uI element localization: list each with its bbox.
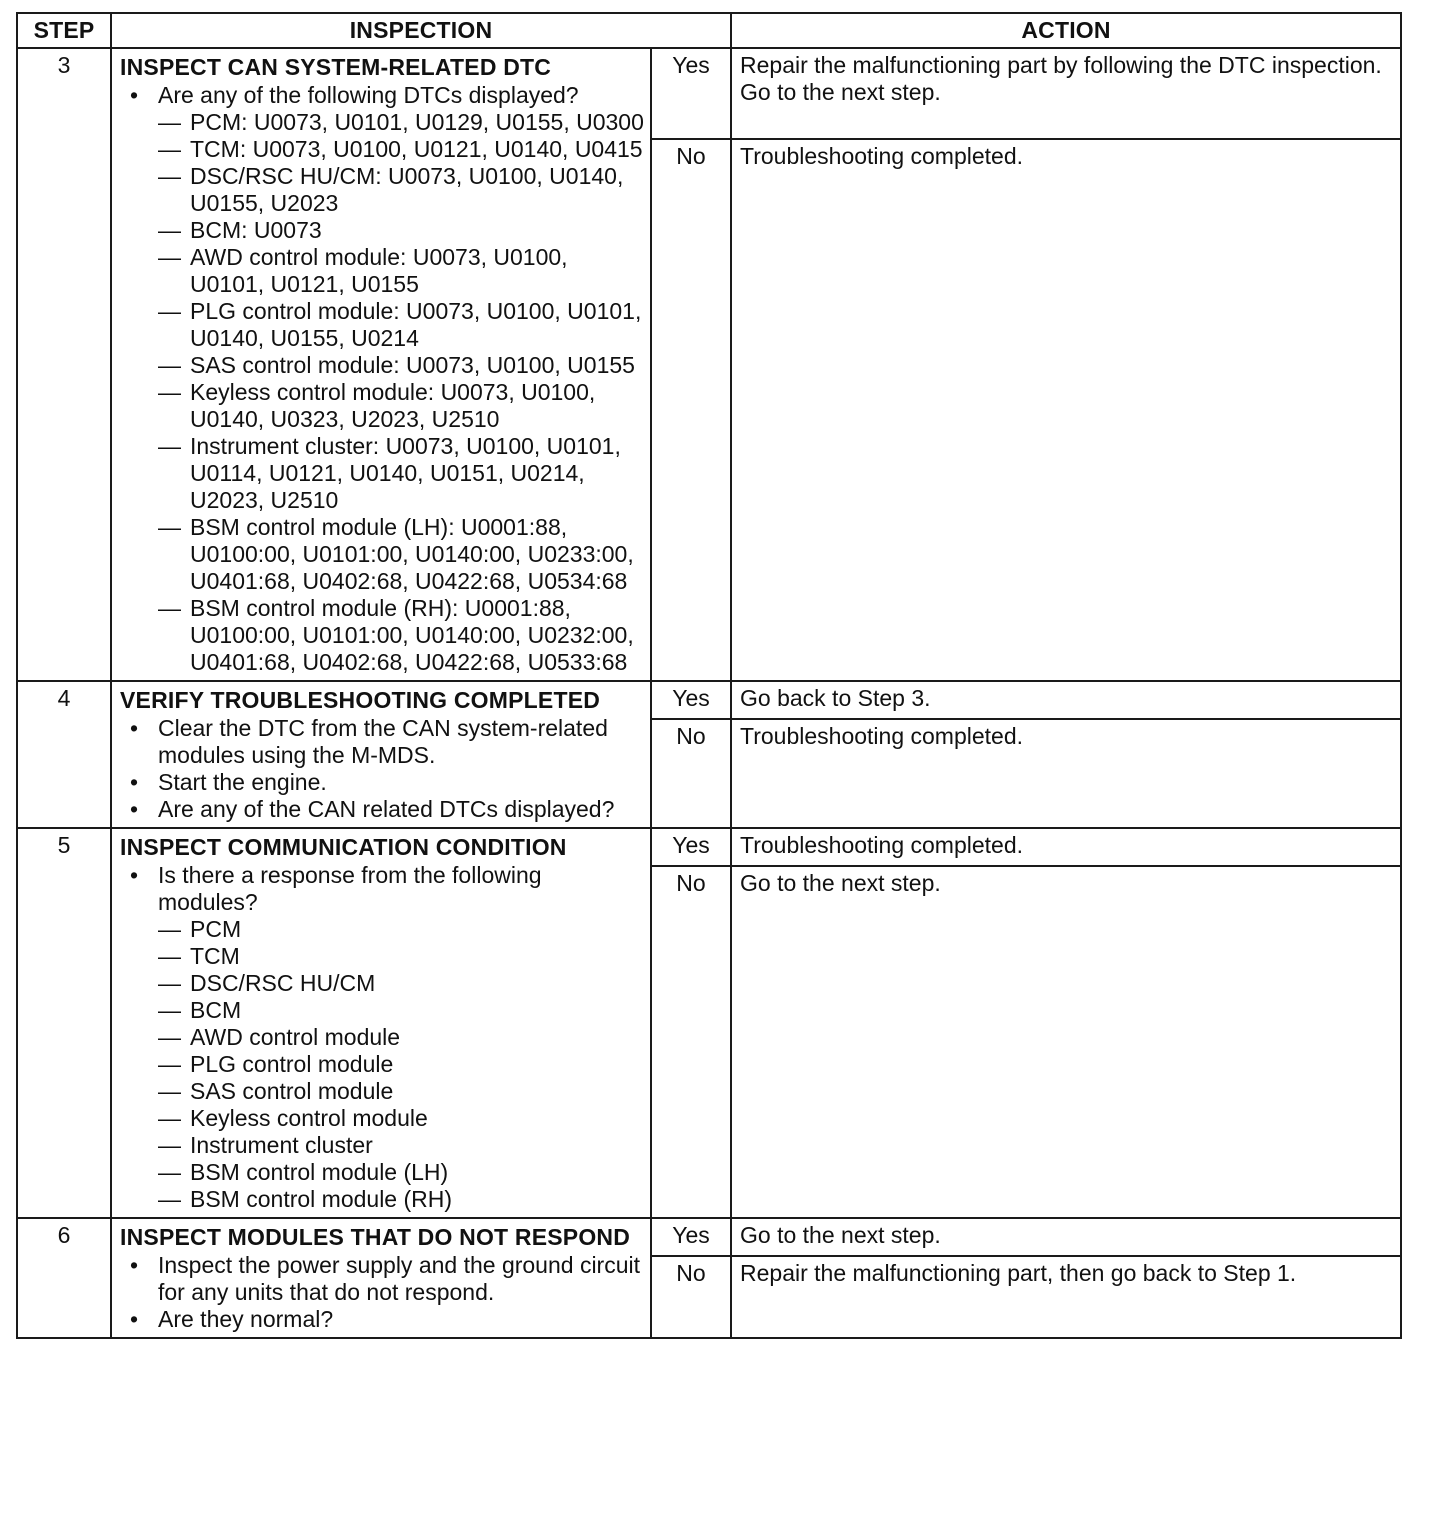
dash-icon: — bbox=[158, 997, 181, 1023]
bullet-dot-icon: • bbox=[130, 1306, 139, 1332]
action-text: Troubleshooting completed. bbox=[740, 832, 1024, 858]
yes-answer-label: Yes bbox=[651, 1218, 731, 1256]
action-text: Troubleshooting completed. bbox=[740, 143, 1024, 169]
step-number: 3 bbox=[17, 48, 111, 681]
dash-icon: — bbox=[158, 970, 181, 996]
dtc-list-item bbox=[120, 943, 644, 970]
step-3-yes-row bbox=[17, 48, 1401, 139]
dtc-list-item bbox=[120, 163, 644, 217]
dtc-list-item bbox=[120, 298, 644, 352]
inspection-cell bbox=[111, 48, 651, 681]
bullet-text: Are any of the following DTCs displayed? bbox=[158, 82, 579, 108]
inspection-cell bbox=[111, 681, 651, 828]
action-text: Troubleshooting completed. bbox=[740, 723, 1024, 749]
dtc-list-item bbox=[120, 433, 644, 514]
dtc-list-item bbox=[120, 217, 644, 244]
header-row bbox=[17, 13, 1401, 48]
no-answer-label: No bbox=[651, 1256, 731, 1338]
dtc-list-item-text: TCM: U0073, U0100, U0121, U0140, U0415 bbox=[190, 136, 643, 162]
dtc-list-item bbox=[120, 1051, 644, 1078]
dtc-list-item-text: PCM: U0073, U0101, U0129, U0155, U0300 bbox=[190, 109, 644, 135]
table-body bbox=[17, 48, 1401, 1338]
bullet-text: Inspect the power supply and the ground circuit for any units that do not respond. bbox=[158, 1252, 641, 1305]
yes-answer-label: Yes bbox=[651, 48, 731, 139]
yes-answer-label: Yes bbox=[651, 681, 731, 719]
inspection-bullet bbox=[120, 715, 644, 769]
bullet-text: Are they normal? bbox=[158, 1306, 334, 1332]
dtc-list-item bbox=[120, 379, 644, 433]
dash-icon: — bbox=[158, 916, 181, 942]
dash-icon: — bbox=[158, 943, 181, 969]
action-text: Go to the next step. bbox=[740, 1222, 941, 1248]
dtc-list-item bbox=[120, 1105, 644, 1132]
step-number: 5 bbox=[17, 828, 111, 1218]
no-action-cell bbox=[731, 719, 1401, 828]
dtc-list-item bbox=[120, 997, 644, 1024]
inspection-cell bbox=[111, 828, 651, 1218]
dash-icon: — bbox=[158, 298, 181, 324]
action-text: Repair the malfunctioning part by following the DTC inspection. bbox=[740, 52, 1382, 78]
bullet-text: Clear the DTC from the CAN system-related modules using the M-MDS. bbox=[158, 715, 608, 768]
dash-icon: — bbox=[158, 1105, 181, 1131]
inspection-column-header: INSPECTION bbox=[111, 13, 731, 48]
inspection-bullet bbox=[120, 1306, 644, 1333]
dtc-list-item-text: BSM control module (RH) bbox=[190, 1186, 453, 1212]
dash-icon: — bbox=[158, 163, 181, 189]
dtc-list-item-text: SAS control module: U0073, U0100, U0155 bbox=[190, 352, 635, 378]
troubleshooting-table bbox=[16, 12, 1402, 1339]
dash-icon: — bbox=[158, 595, 181, 621]
dtc-list-item-text: BCM bbox=[190, 997, 242, 1023]
yes-action-cell bbox=[731, 828, 1401, 866]
inspection-bullet bbox=[120, 862, 644, 916]
dtc-list-item-text: TCM bbox=[190, 943, 240, 969]
inspection-bullet bbox=[120, 82, 644, 109]
dtc-list-item-text: AWD control module: U0073, U0100, U0101, U0121, U0155 bbox=[190, 244, 568, 297]
inspection-cell bbox=[111, 1218, 651, 1338]
inspection-bullet bbox=[120, 796, 644, 823]
inspection-title: INSPECT COMMUNICATION CONDITION bbox=[120, 834, 567, 860]
step-4-yes-row bbox=[17, 681, 1401, 719]
step-6-yes-row bbox=[17, 1218, 1401, 1256]
action-text: Go to the next step. bbox=[740, 870, 941, 896]
bullet-text: Are any of the CAN related DTCs displayed? bbox=[158, 796, 615, 822]
dtc-list-item bbox=[120, 1132, 644, 1159]
bullet-dot-icon: • bbox=[130, 1252, 139, 1278]
no-answer-label: No bbox=[651, 719, 731, 828]
dash-icon: — bbox=[158, 1078, 181, 1104]
dtc-list-item-text: BSM control module (LH) bbox=[190, 1159, 449, 1185]
no-action-cell bbox=[731, 866, 1401, 1218]
dash-icon: — bbox=[158, 433, 181, 459]
inspection-title: INSPECT MODULES THAT DO NOT RESPOND bbox=[120, 1224, 631, 1250]
bullet-dot-icon: • bbox=[130, 796, 139, 822]
dtc-list-item-text: Keyless control module bbox=[190, 1105, 428, 1131]
dtc-list-item-text: DSC/RSC HU/CM: U0073, U0100, U0140, U0155, U2023 bbox=[190, 163, 624, 216]
dash-icon: — bbox=[158, 136, 181, 162]
dtc-list-item bbox=[120, 916, 644, 943]
inspection-title: VERIFY TROUBLESHOOTING COMPLETED bbox=[120, 687, 601, 713]
action-text: Go to the next step. bbox=[740, 79, 941, 105]
dash-icon: — bbox=[158, 379, 181, 405]
step-column-header: STEP bbox=[17, 13, 111, 48]
dtc-list-item bbox=[120, 514, 644, 595]
dtc-list-item-text: PCM bbox=[190, 916, 242, 942]
dtc-list-item-text: PLG control module bbox=[190, 1051, 394, 1077]
bullet-dot-icon: • bbox=[130, 862, 139, 888]
dtc-list-item-text: BSM control module (RH): U0001:88, U0100:00, U0101:00, U0140:00, U0232:00, U0401:68, U0402:68, U0422:68, U0533:68 bbox=[190, 595, 634, 675]
dtc-list-item-text: DSC/RSC HU/CM bbox=[190, 970, 376, 996]
yes-action-cell bbox=[731, 681, 1401, 719]
dtc-list-item bbox=[120, 970, 644, 997]
yes-action-cell bbox=[731, 1218, 1401, 1256]
dtc-list-item bbox=[120, 244, 644, 298]
inspection-bullet bbox=[120, 769, 644, 796]
bullet-text: Start the engine. bbox=[158, 769, 327, 795]
dash-icon: — bbox=[158, 1159, 181, 1185]
dash-icon: — bbox=[158, 244, 181, 270]
action-text: Go back to Step 3. bbox=[740, 685, 931, 711]
step-number: 6 bbox=[17, 1218, 111, 1338]
dash-icon: — bbox=[158, 217, 181, 243]
inspection-title: INSPECT CAN SYSTEM-RELATED DTC bbox=[120, 54, 552, 80]
dash-icon: — bbox=[158, 1186, 181, 1212]
dtc-list-item-text: PLG control module: U0073, U0100, U0101, U0140, U0155, U0214 bbox=[190, 298, 642, 351]
dtc-list-item-text: AWD control module bbox=[190, 1024, 401, 1050]
bullet-dot-icon: • bbox=[130, 82, 139, 108]
dash-icon: — bbox=[158, 1051, 181, 1077]
yes-answer-label: Yes bbox=[651, 828, 731, 866]
yes-action-cell bbox=[731, 48, 1401, 139]
dash-icon: — bbox=[158, 1024, 181, 1050]
inspection-bullet bbox=[120, 1252, 644, 1306]
dtc-list-item bbox=[120, 136, 644, 163]
dtc-list-item bbox=[120, 1024, 644, 1051]
no-action-cell bbox=[731, 139, 1401, 681]
bullet-dot-icon: • bbox=[130, 715, 139, 741]
step-5-yes-row bbox=[17, 828, 1401, 866]
dtc-list-item bbox=[120, 109, 644, 136]
dtc-list-item bbox=[120, 595, 644, 676]
bullet-dot-icon: • bbox=[130, 769, 139, 795]
bullet-text: Is there a response from the following modules? bbox=[158, 862, 542, 915]
dtc-list-item-text: Keyless control module: U0073, U0100, U0140, U0323, U2023, U2510 bbox=[190, 379, 596, 432]
dtc-list-item-text: SAS control module bbox=[190, 1078, 394, 1104]
dtc-list-item-text: BCM: U0073 bbox=[190, 217, 322, 243]
dash-icon: — bbox=[158, 514, 181, 540]
no-answer-label: No bbox=[651, 866, 731, 1218]
step-number: 4 bbox=[17, 681, 111, 828]
dtc-list-item bbox=[120, 1159, 644, 1186]
dtc-list-item bbox=[120, 1186, 644, 1213]
dtc-list-item bbox=[120, 352, 644, 379]
no-answer-label: No bbox=[651, 139, 731, 681]
action-text: Repair the malfunctioning part, then go back to Step 1. bbox=[740, 1260, 1297, 1286]
dtc-list-item-text: BSM control module (LH): U0001:88, U0100:00, U0101:00, U0140:00, U0233:00, U0401:68, U0402:68, U0422:68, U0534:68 bbox=[190, 514, 634, 594]
dash-icon: — bbox=[158, 1132, 181, 1158]
no-action-cell bbox=[731, 1256, 1401, 1338]
dtc-list-item-text: Instrument cluster: U0073, U0100, U0101, U0114, U0121, U0140, U0151, U0214, U2023, U2510 bbox=[190, 433, 621, 513]
dtc-list-item-text: Instrument cluster bbox=[190, 1132, 373, 1158]
dtc-list-item bbox=[120, 1078, 644, 1105]
dash-icon: — bbox=[158, 352, 181, 378]
dash-icon: — bbox=[158, 109, 181, 135]
action-column-header: ACTION bbox=[731, 13, 1401, 48]
